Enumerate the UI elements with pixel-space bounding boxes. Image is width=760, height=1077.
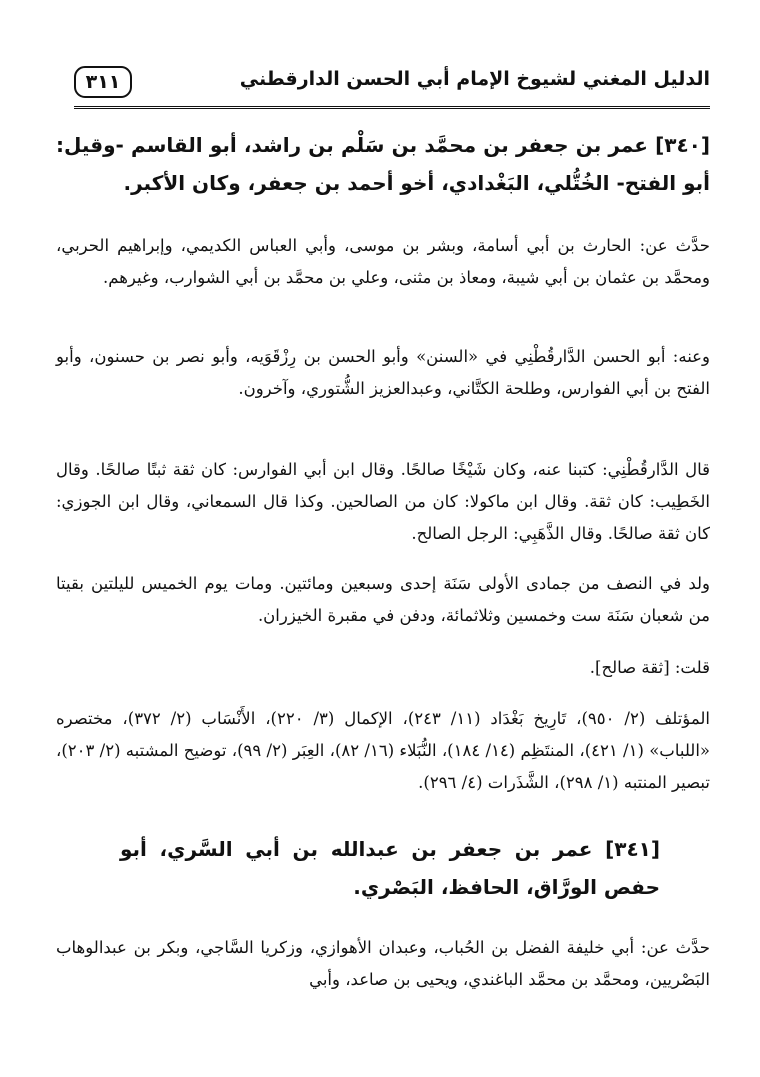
author-verdict: قلت: [ثقة صالح]. [589, 658, 710, 677]
sources-paragraph: المؤتلف (٢/ ٩٥٠)، تَارِيخ بَغْدَاد (١١/ ٢٤٣)، الإكمال (٣/ ٢٢٠)، الأَنْسَاب (٢/ ٣٧٢)، مختصره «اللباب» (١/ ٤٢١)، المنتَظِم (١٤/ ١٨٤)، النُّبَلاء (١٦/ ٨٢)، العِبَر (٢/ ٩٩)، توضيح المشتبه (٢/ ٢٠٣)، تبصير المنتبه (١/ ٢٩٨)، الشَّذَرات (٤/ ٢٩٦). [56, 709, 710, 792]
running-header [74, 66, 710, 106]
entry-heading-341 [120, 830, 660, 906]
students-paragraph: وعنه: أبو الحسن الدَّارقُطْنِي في «السنن» وأبو الحسن بن رِزْقَوَيه، وأبو نصر بن حسنون، وأبو الفتح بن أبي الفوارس، وطلحة الكتَّاني، وعبدالعزيز الشُّتوري، وآخرون. [56, 347, 710, 398]
teachers-paragraph: حدَّث عن: أبي خليفة الفضل بن الحُباب، وعبدان الأهوازي، وزكريا السَّاجي، وبكر بن عبدالوهاب البَصْريين، ومحمَّد بن محمَّد الباغندي، ويحيى بن صاعد، وأبي [56, 938, 710, 989]
header-divider [74, 106, 710, 109]
page-number: ٣١١ [74, 66, 132, 98]
birth-death-paragraph: ولد في النصف من جمادى الأولى سَنَة إحدى وسبعين ومائتين. ومات يوم الخميس لليلتين بقيتا من شعبان سَنَة ست وخمسين وثلاثمائة، ودفن في مقبرة الخيزران. [56, 574, 710, 625]
teachers-paragraph: حدَّث عن: الحارث بن أبي أسامة، وبشر بن موسى، وأبي العباس الكديمي، وإبراهيم الحربي، ومحمَّد بن عثمان بن أبي شيبة، ومعاذ بن مثنى، وعلي بن محمَّد بن أبي الشوارب، وغيرهم. [56, 236, 710, 287]
entry-title: عمر بن جعفر بن محمَّد بن سَلْم بن راشد، أبو القاسم -وقيل: أبو الفتح- الخُتُّلي، البَغْدادي، أخو أحمد بن جعفر، وكان الأكبر. [56, 133, 710, 195]
running-title: الدليل المغني لشيوخ الإمام أبي الحسن الدارقطني [239, 68, 710, 90]
evaluations-paragraph: قال الدَّارقُطْنِي: كتبنا عنه، وكان شَيْخًا صالحًا. وقال ابن أبي الفوارس: كان ثقة ثبتًا صالحًا. وقال الخَطِيب: كان ثقة. وقال ابن ماكولا: كان من الصالحين. وكذا قال السمعاني، وقال ابن الجوزي: كان ثقة صالحًا. وقال الذَّهَبِي: الرجل الصالح. [56, 460, 710, 543]
entry-heading-340 [56, 126, 710, 202]
entry-title: عمر بن جعفر بن عبدالله بن أبي السَّري، أبو حفص الورَّاق، الحافظ، البَصْري. [120, 837, 660, 899]
entry-number: [٣٤١] [605, 837, 660, 861]
entry-number: [٣٤٠] [655, 133, 710, 157]
